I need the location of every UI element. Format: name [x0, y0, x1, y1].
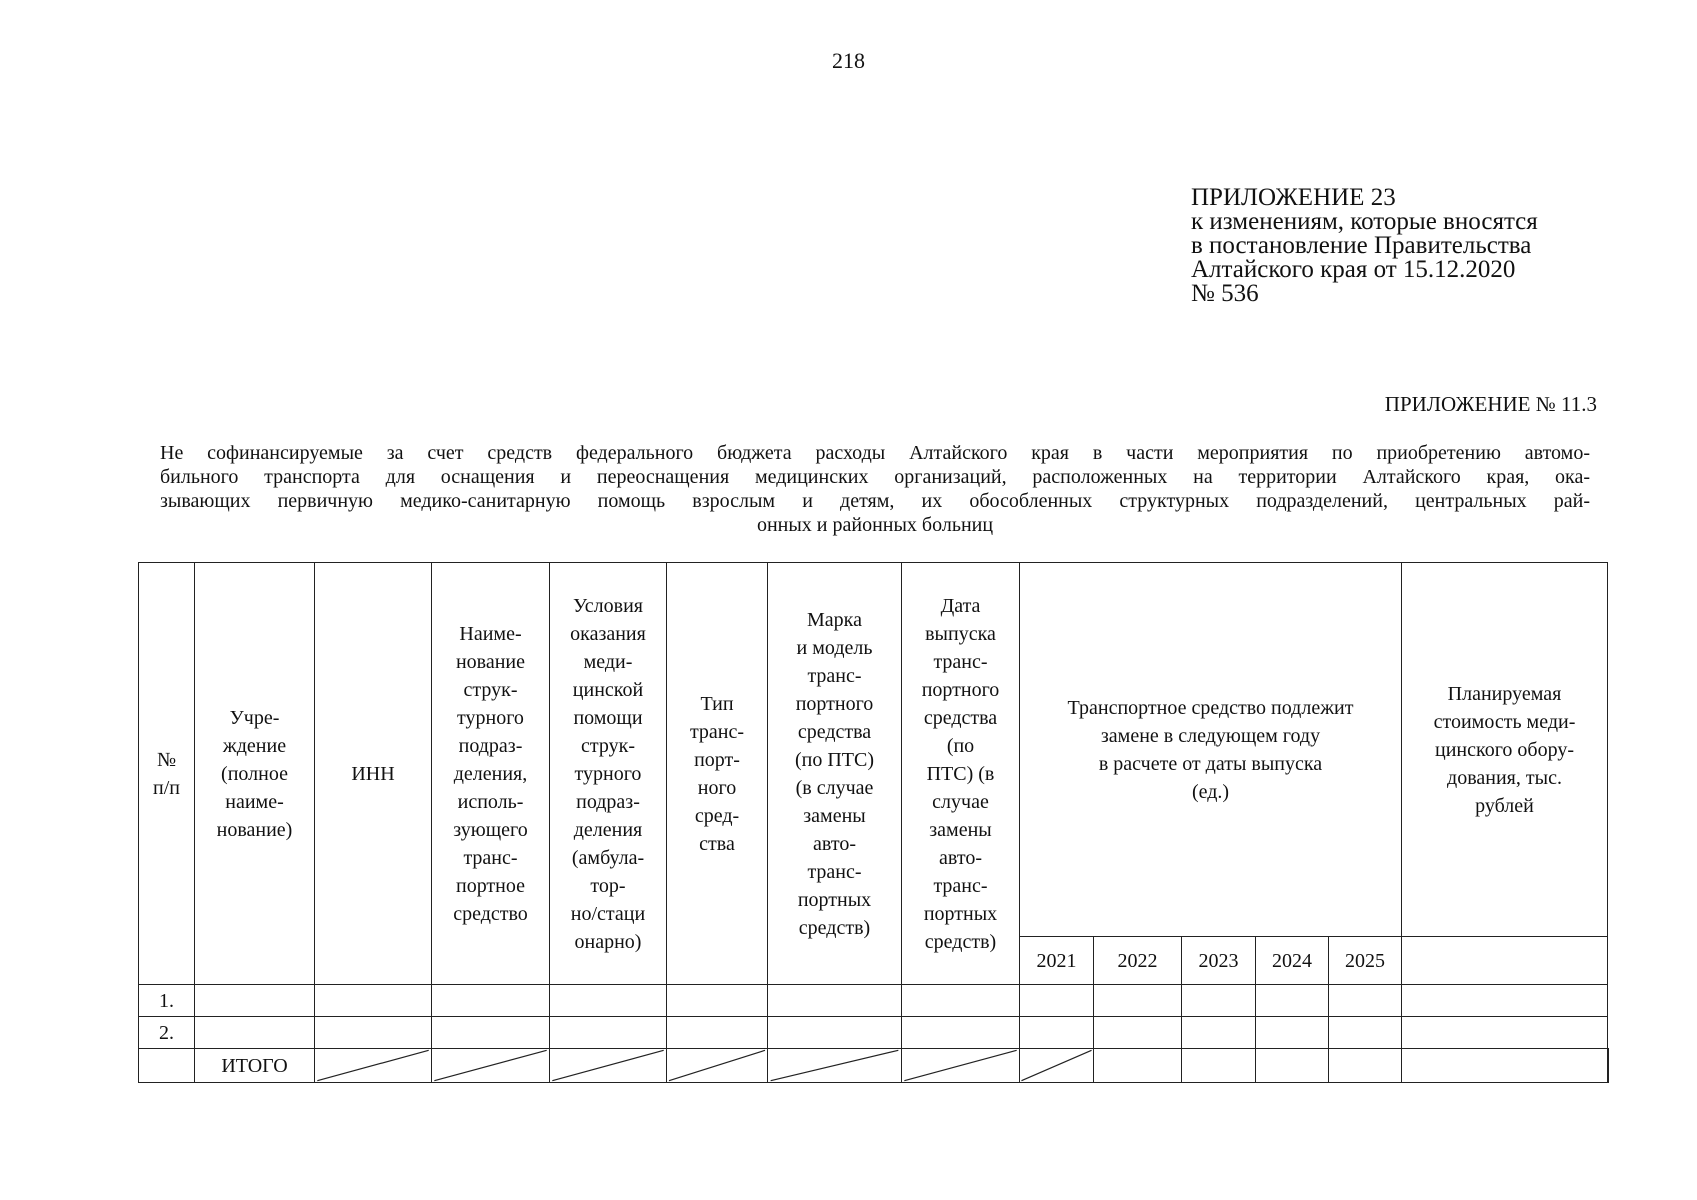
table-cell [1094, 985, 1182, 1017]
year-header-2025: 2025 [1329, 937, 1402, 985]
table-cell [1608, 1049, 1609, 1083]
title-line: бильного транспорта для оснащения и переоснащения медицинских организаций, расположенных на территории Алтайского края, ока- [160, 466, 1590, 488]
header-text: авто- [813, 832, 856, 855]
header-text: цинской [572, 678, 644, 701]
crossed-cell [315, 1049, 432, 1083]
header-text: (амбула- [571, 846, 645, 869]
document-title [160, 441, 1590, 537]
table-cell [1256, 1017, 1329, 1049]
header-text: цинского обору- [1435, 738, 1574, 761]
header-text: транс- [807, 860, 862, 883]
header-text: Транспортное средство подлежит [1067, 696, 1354, 719]
cost-subheader [1402, 937, 1608, 985]
header-model [768, 563, 902, 985]
table-cell [550, 985, 667, 1017]
header-text: Планируемая [1447, 682, 1562, 705]
header-text: авто- [939, 846, 982, 869]
header-text: средств) [924, 930, 997, 953]
table-cell [1182, 1017, 1256, 1049]
table-cell [902, 1017, 1020, 1049]
table-cell [195, 1017, 315, 1049]
header-text: ства [699, 832, 735, 855]
header-text: транс- [463, 846, 518, 869]
header-text: (по [946, 734, 975, 757]
header-text: онарно) [574, 930, 642, 953]
header-text: замены [929, 818, 992, 841]
table-cell [550, 1017, 667, 1049]
table-cell [1329, 985, 1402, 1017]
header-text: рублей [1475, 794, 1534, 817]
year-header-2022: 2022 [1094, 937, 1182, 985]
title-line: зывающих первичную медико-санитарную помощь взрослым и детям, их обособленных структурных подразделений, центральных рай- [160, 490, 1590, 512]
header-text: № [156, 748, 177, 771]
header-text: Марка [807, 608, 862, 631]
table-cell [768, 1017, 902, 1049]
header-text: порт- [694, 748, 740, 771]
header-text: турного [574, 762, 642, 785]
row-number: 1. [139, 985, 195, 1017]
header-text: (полное [221, 762, 288, 785]
table-cell [432, 985, 550, 1017]
sub-annex-label: ПРИЛОЖЕНИЕ № 11.3 [1384, 392, 1597, 416]
header-text: портное [455, 874, 525, 897]
page-number: 218 [832, 48, 865, 73]
row-number: 2. [139, 1017, 195, 1049]
header-conditions [550, 563, 667, 985]
table-row [139, 985, 1609, 1017]
crossed-cell [667, 1049, 768, 1083]
crossed-cell [768, 1049, 902, 1083]
crossed-cell [432, 1049, 550, 1083]
header-text: (в случае [795, 776, 874, 799]
table-cell [667, 985, 768, 1017]
table-cell [902, 985, 1020, 1017]
header-release-date [902, 563, 1020, 985]
annex-line: к изменениям, которые вносятся [1191, 208, 1538, 235]
header-text: и модель [796, 636, 873, 659]
header-text: Тип [700, 692, 734, 715]
header-text: дования, тыс. [1447, 766, 1562, 789]
table-cell [1094, 1049, 1182, 1083]
table-cell [1094, 1017, 1182, 1049]
diagonal-strike [315, 1049, 431, 1082]
header-text: нование) [216, 818, 293, 841]
table-cell [1402, 1017, 1608, 1049]
header-text: наиме- [225, 790, 284, 813]
header-cost [1402, 563, 1608, 937]
table-cell [1256, 1049, 1329, 1083]
title-line: онных и районных больниц [756, 514, 994, 536]
annex-block [1191, 186, 1538, 306]
header-text: транс- [933, 874, 988, 897]
diagonal-strike [902, 1049, 1019, 1082]
header-text: транс- [933, 650, 988, 673]
header-text: средства [923, 706, 998, 729]
total-label: ИТОГО [195, 1049, 315, 1083]
year-header-2021: 2021 [1020, 937, 1094, 985]
table-cell [1020, 985, 1094, 1017]
annex-line: в постановление Правительства [1191, 232, 1532, 259]
table-cell [315, 985, 432, 1017]
header-text: исполь- [457, 790, 524, 813]
table-cell [1329, 1049, 1402, 1083]
header-text: Наиме- [459, 622, 522, 645]
year-header-2023: 2023 [1182, 937, 1256, 985]
header-text: (ед.) [1191, 780, 1230, 803]
diagonal-strike [432, 1049, 549, 1082]
header-text: случае [932, 790, 989, 813]
table-cell [195, 985, 315, 1017]
header-text: стоимость меди- [1433, 710, 1576, 733]
header-text: меди- [583, 650, 633, 673]
header-text: портных [797, 888, 872, 911]
header-text: п/п [153, 776, 180, 799]
table-cell [1182, 1049, 1256, 1083]
diagonal-strike [667, 1049, 767, 1082]
header-text: деления, [453, 762, 528, 785]
header-text: нование [455, 650, 526, 673]
header-text: тор- [590, 874, 626, 897]
crossed-cell [902, 1049, 1020, 1083]
table-cell [315, 1017, 432, 1049]
header-text: (по ПТС) [794, 748, 875, 771]
header-text: ждение [222, 734, 287, 757]
header-text: средства [797, 720, 872, 743]
table-cell [768, 985, 902, 1017]
header-text: портного [795, 692, 874, 715]
header-vehicle-type [667, 563, 768, 985]
header-num [139, 563, 195, 985]
header-text: помощи [573, 706, 643, 729]
annex-title: ПРИЛОЖЕНИЕ 23 [1191, 184, 1396, 211]
crossed-cell [550, 1049, 667, 1083]
table-cell [1402, 1049, 1608, 1083]
header-text: ного [697, 776, 737, 799]
expenses-table [138, 562, 1609, 1083]
table-cell [1329, 1017, 1402, 1049]
table-row [139, 1017, 1609, 1049]
header-subdivision [432, 563, 550, 985]
total-row [139, 1049, 1609, 1083]
header-text: в расчете от даты выпуска [1098, 752, 1323, 775]
annex-line: № 536 [1191, 280, 1259, 307]
header-text: ПТС) (в [926, 762, 995, 785]
year-header-2024: 2024 [1256, 937, 1329, 985]
header-text: струк- [581, 734, 635, 757]
header-text: средств) [798, 916, 871, 939]
header-text: Условия [573, 594, 643, 617]
table-cell [1020, 1017, 1094, 1049]
header-text: деления [573, 818, 643, 841]
header-text: струк- [463, 678, 518, 701]
diagonal-strike [768, 1049, 901, 1082]
header-text: ИНН [351, 762, 395, 785]
annex-line: Алтайского края от 15.12.2020 [1191, 256, 1516, 283]
diagonal-strike [1020, 1049, 1093, 1082]
header-text: замене в следующем году [1100, 724, 1321, 747]
header-institution [195, 563, 315, 985]
table-cell [1256, 985, 1329, 1017]
header-inn [315, 563, 432, 985]
header-text: зующего [453, 818, 528, 841]
header-text: выпуска [925, 622, 996, 645]
title-line: Не софинансируемые за счет средств федерального бюджета расходы Алтайского края в части мероприятия по приобретению автомо- [160, 442, 1590, 464]
header-text: портных [923, 902, 998, 925]
header-text: Учре- [229, 706, 280, 729]
header-text: транс- [689, 720, 745, 743]
crossed-cell [1020, 1049, 1094, 1083]
header-text: транс- [807, 664, 862, 687]
header-text: сред- [694, 804, 740, 827]
table-cell [1182, 985, 1256, 1017]
table-cell [139, 1049, 195, 1083]
header-text: оказания [570, 622, 646, 645]
header-text: но/стаци [570, 902, 646, 925]
header-text: портного [921, 678, 1000, 701]
header-text: замены [803, 804, 866, 827]
header-text: Дата [940, 594, 981, 617]
header-text: подраз- [576, 790, 640, 813]
header-replacement [1020, 563, 1402, 937]
table-cell [1402, 985, 1608, 1017]
header-text: турного [457, 706, 524, 729]
diagonal-strike [550, 1049, 666, 1082]
table-cell [667, 1017, 768, 1049]
table-cell [432, 1017, 550, 1049]
header-text: подраз- [458, 734, 523, 757]
header-text: средство [453, 902, 528, 925]
